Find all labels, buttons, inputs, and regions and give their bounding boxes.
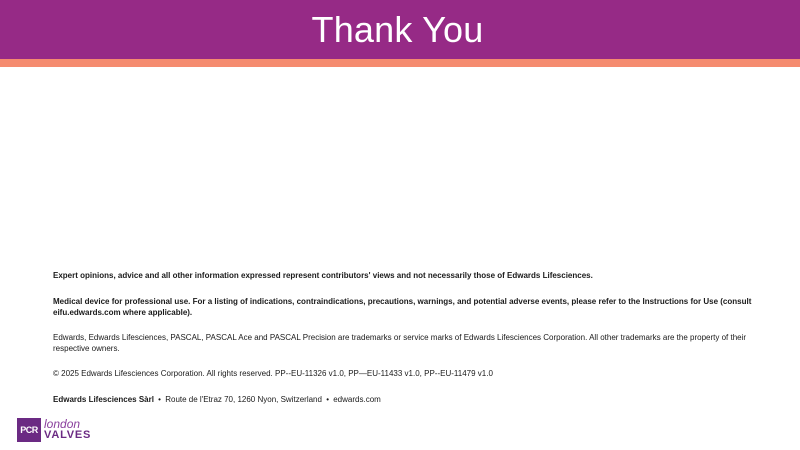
- logo-wordmark: [44, 419, 91, 441]
- logo-valves-text: VALVES: [44, 429, 92, 441]
- logo-london-text: london: [44, 417, 81, 431]
- slide-title: Thank You: [311, 8, 484, 50]
- separator-dot: •: [158, 395, 161, 404]
- accent-strip: [0, 59, 800, 67]
- medical-device-disclaimer: Medical device for professional use. For a listing of indications, contraindications, precautions, warnings, and potential adverse events, please refer to the Instructions for Use (consult eifu.edwards.com where applicable).: [53, 297, 752, 317]
- copyright-notice: © 2025 Edwards Lifesciences Corporation. All rights reserved. PP--EU-11326 v1.0, PP—EU-11433 v1.0, PP--EU-11479 v1.0: [53, 369, 493, 378]
- company-address-line: [53, 394, 773, 405]
- disclaimer-block: [53, 270, 773, 405]
- pcr-logo-mark: [17, 418, 41, 442]
- pcr-logo-text: PCR: [20, 425, 38, 435]
- company-address: Route de l'Etraz 70, 1260 Nyon, Switzerland: [165, 395, 322, 404]
- separator-dot: •: [326, 395, 329, 404]
- opinions-disclaimer: Expert opinions, advice and all other information expressed represent contributors' views and not necessarily those of Edwards Lifesciences.: [53, 271, 593, 280]
- company-name: Edwards Lifesciences Sàrl: [53, 395, 154, 404]
- title-bar: [0, 0, 800, 59]
- company-website: edwards.com: [333, 395, 381, 404]
- trademark-notice: Edwards, Edwards Lifesciences, PASCAL, PASCAL Ace and PASCAL Precision are trademarks or service marks of Edwards Lifesciences Corporation. All other trademarks are the property of their respective owners.: [53, 333, 747, 353]
- pcr-london-valves-logo: [17, 418, 91, 442]
